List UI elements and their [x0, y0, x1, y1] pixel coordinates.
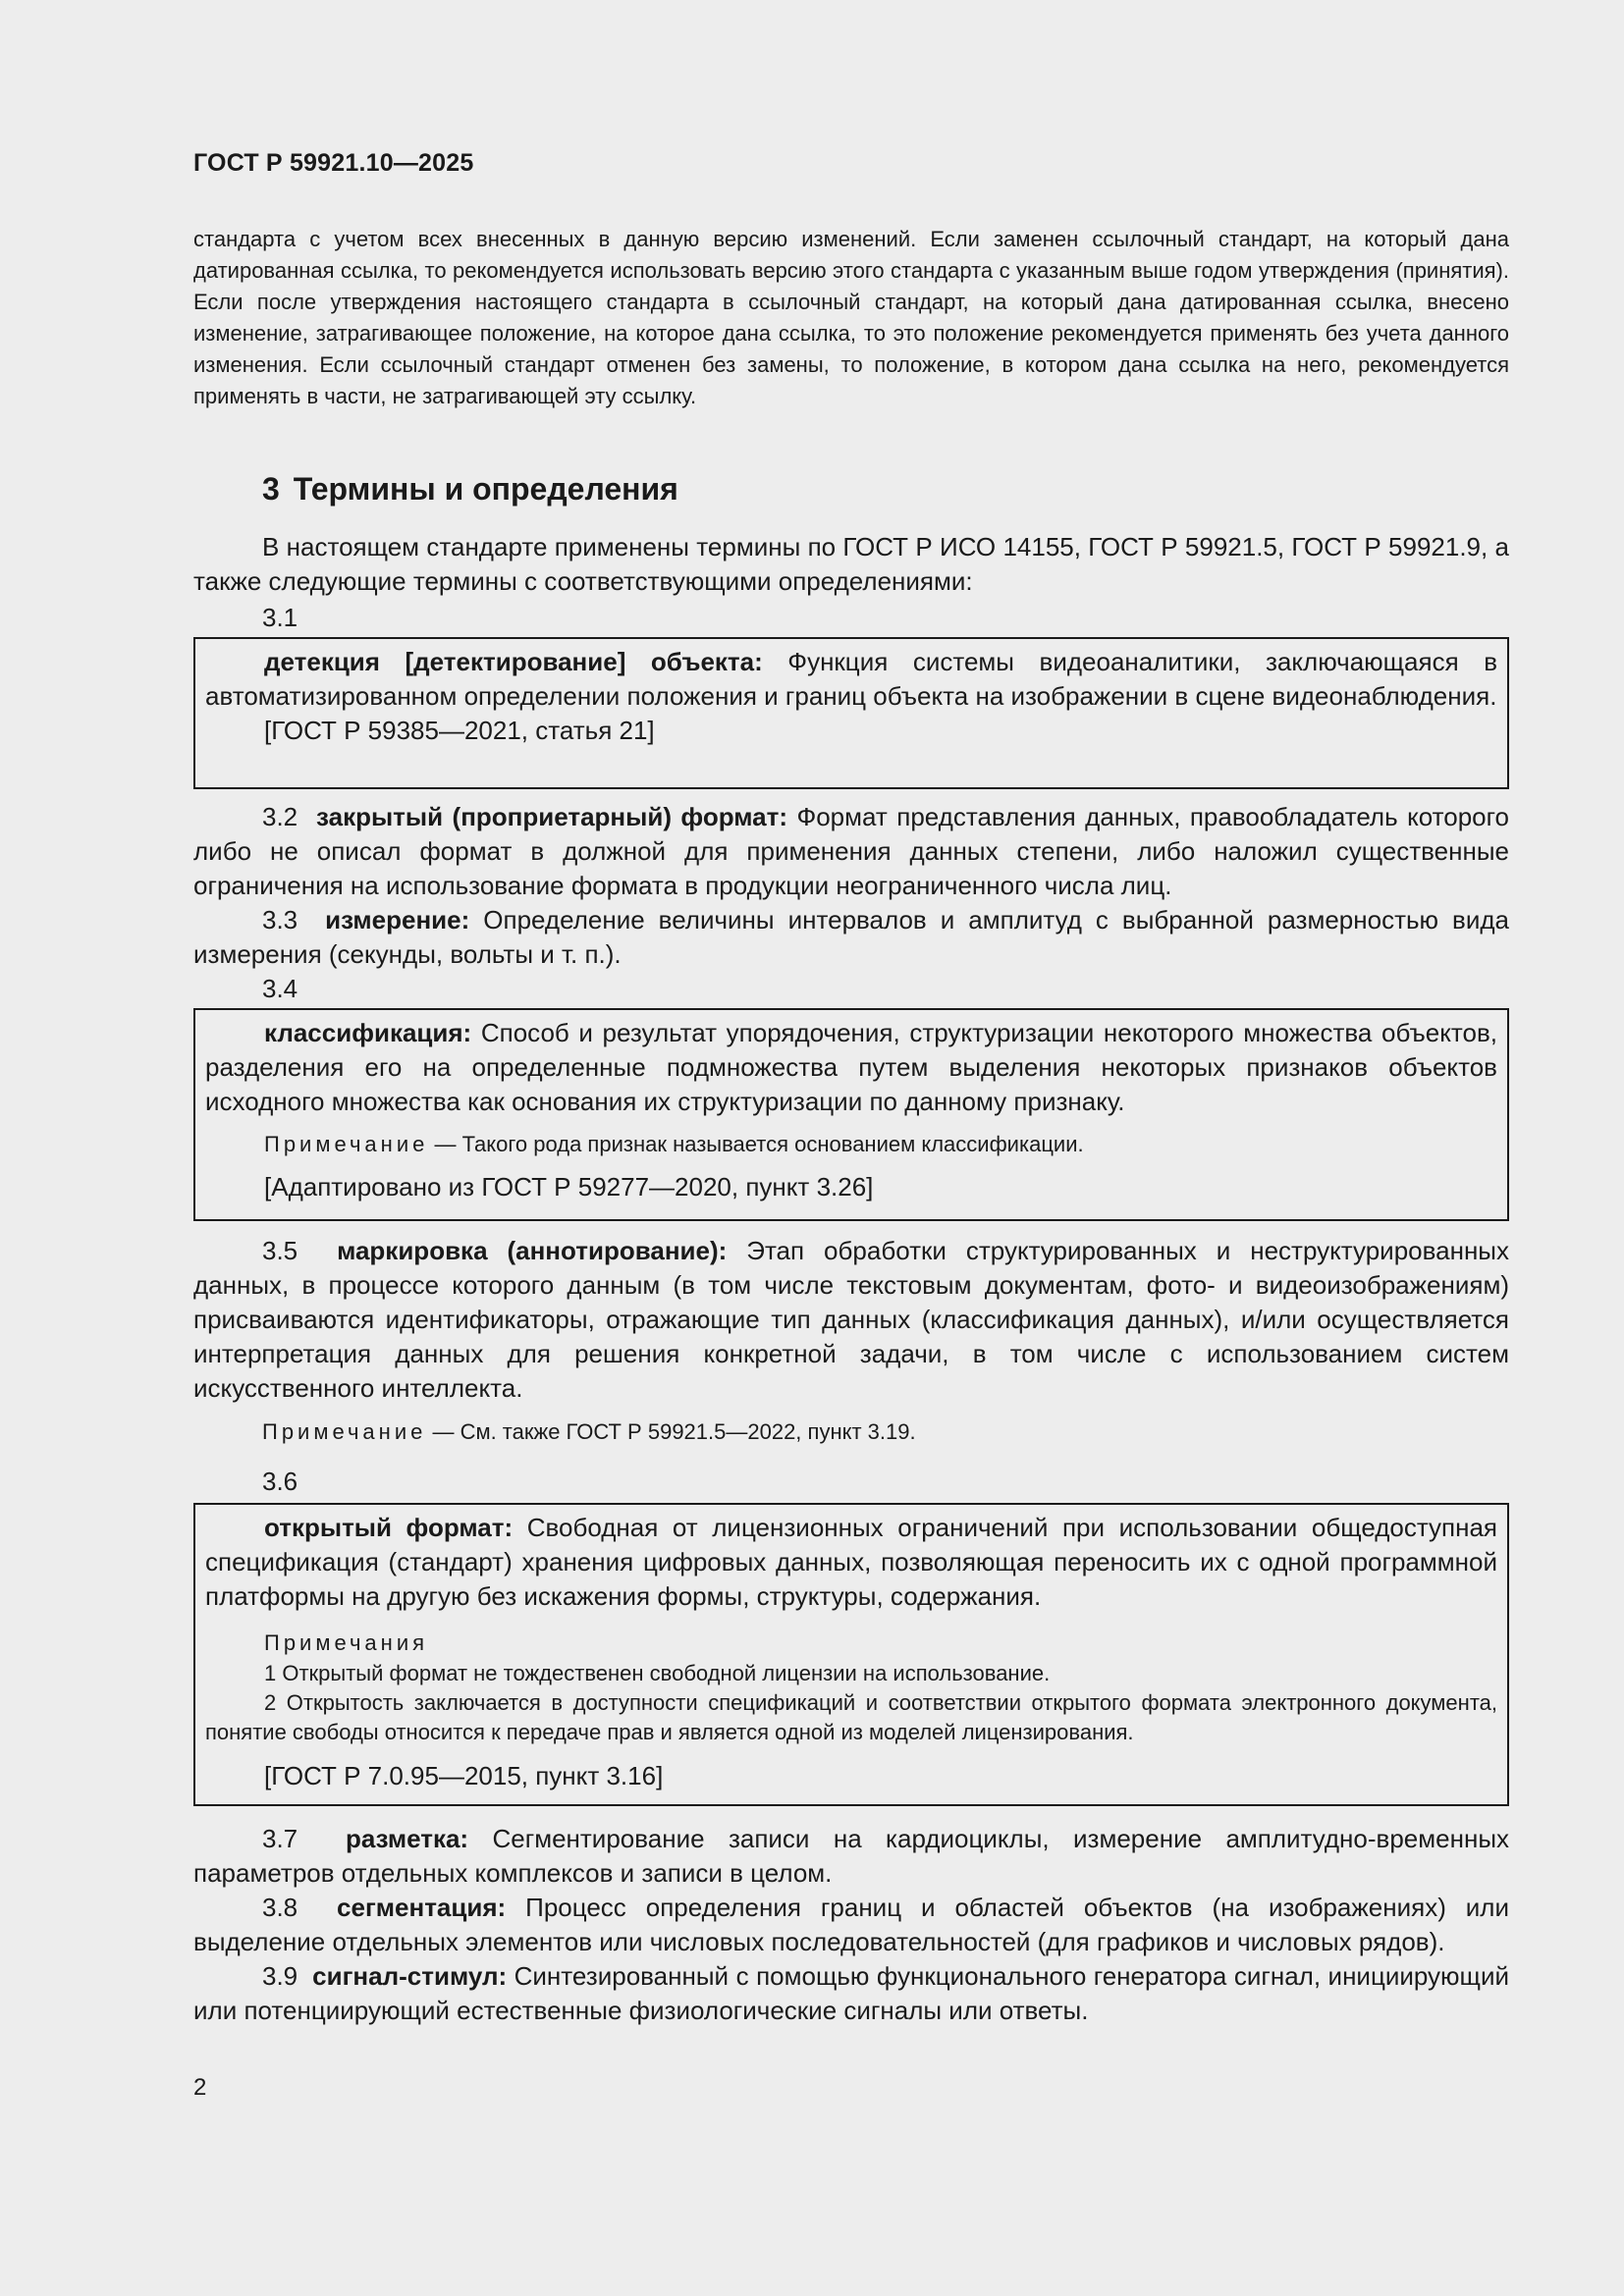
document-header: ГОСТ Р 59921.10—2025: [193, 149, 474, 177]
term-number-3-5: 3.5: [262, 1236, 298, 1265]
term-box-3-1: [193, 637, 1509, 789]
notes-label-3-6: Примечания: [264, 1630, 429, 1655]
term-name-3-4: классификация:: [264, 1018, 472, 1047]
term-name-3-9: сигнал-стимул:: [312, 1961, 508, 1991]
term-number-3-1: 3.1: [262, 603, 298, 632]
term-note-3-4: [205, 1129, 1497, 1160]
term-name-3-3: измерение:: [325, 905, 470, 934]
term-text-3-3: Определение величины интервалов и амплитуд с выбранной размерностью вида измерения (секунды, вольты и т. п.).: [193, 905, 1509, 969]
section-title-text: Термины и определения: [293, 471, 678, 507]
section-title: [262, 471, 678, 507]
term-definition-3-7: [193, 1822, 1509, 1891]
term-definition-3-2: [193, 800, 1509, 903]
term-number-3-3: 3.3: [262, 905, 298, 934]
note-label-3-4: Примечание: [264, 1132, 429, 1156]
term-text-3-5: Этап обработки структурированных и неструктурированных данных, в процессе которого данным (в том числе текстовым документам, фото- и видеоизображениям) присваиваются идентификаторы, отражающие тип данных (классификация данных), и/или осуществляется интерпретация данных для решения конкретной задачи, в том числе с использованием систем искусственного интеллекта.: [193, 1236, 1509, 1403]
term-number-3-8: 3.8: [262, 1893, 298, 1922]
term-source-3-1: [ГОСТ Р 59385—2021, статья 21]: [264, 716, 655, 745]
term-definition-3-8: [193, 1891, 1509, 1959]
term-name-3-8: сегментация:: [337, 1893, 507, 1922]
section-intro: В настоящем стандарте применены термины по ГОСТ Р ИСО 14155, ГОСТ Р 59921.5, ГОСТ Р 59921.9, а также следующие термины с соответствующими определениями:: [193, 532, 1509, 596]
term-text-3-2: Формат представления данных, правообладатель которого либо не описал формат в должной для применения данных степени, либо наложил существенные ограничения на использование формата в продукции неограниченного числа лиц.: [193, 802, 1510, 900]
term-source-3-6: [ГОСТ Р 7.0.95—2015, пункт 3.16]: [264, 1761, 664, 1790]
term-number-3-4: 3.4: [262, 974, 298, 1003]
term-note-3-5: [193, 1416, 1578, 1448]
term-name-3-1: детекция [детектирование] объекта:: [264, 647, 763, 676]
term-number-3-2: 3.2: [262, 802, 298, 831]
term-number-3-7: 3.7: [262, 1824, 298, 1853]
note-text-3-5: — См. также ГОСТ Р 59921.5—2022, пункт 3.19.: [426, 1419, 916, 1444]
term-text-3-1: Функция системы видеоаналитики, заключающаяся в автоматизированном определении положения и границ объекта на изображении в сцене видеонаблюдения.: [205, 647, 1498, 711]
term-definition-3-4: [205, 1016, 1497, 1119]
intro-paragraph: стандарта с учетом всех внесенных в данную версию изменений. Если заменен ссылочный стандарт, на который дана датированная ссылка, то рекомендуется использовать версию этого стандарта с указанным выше годом утверждения (принятия). Если после утверждения настоящего стандарта в ссылочный стандарт, на который дана датированная ссылка, внесено изменение, затрагивающее положение, на которое дана ссылка, то это положение рекомендуется применять без учета данного изменения. Если ссылочный стандарт отменен без замены, то положение, в котором дана ссылка на него, рекомендуется применять в части, не затрагивающей эту ссылку.: [193, 227, 1509, 408]
term-source-3-4: [Адаптировано из ГОСТ Р 59277—2020, пункт 3.26]: [264, 1172, 874, 1201]
term-name-3-6: открытый формат:: [264, 1513, 514, 1542]
term-box-3-6: [193, 1503, 1509, 1806]
term-number-3-6: 3.6: [262, 1467, 298, 1496]
term-text-3-8: Процесс определения границ и областей объектов (на изображениях) или выделение отдельных элементов или числовых последовательностей (для графиков и числовых рядов).: [193, 1893, 1510, 1956]
term-note1-3-6: 1 Открытый формат не тождественен свободной лицензии на использование.: [264, 1661, 1051, 1685]
term-text-3-4: Способ и результат упорядочения, структуризации некоторого множества объектов, разделения его на определенные подмножества путем выделения некоторых признаков объектов исходного множества как основания их структуризации по данному признаку.: [205, 1018, 1497, 1116]
term-text-3-9: Синтезированный с помощью функционального генератора сигнал, инициирующий или потенциирующий естественные физиологические сигналы или ответы.: [193, 1961, 1509, 2025]
term-definition-3-1: [205, 645, 1497, 714]
note-text-3-4: — Такого рода признак называется основанием классификации.: [428, 1132, 1084, 1156]
term-note2-3-6: 2 Открытость заключается в доступности спецификаций и соответствии открытого формата электронного документа, понятие свободы относится к передаче прав и является одной из моделей лицензирования.: [205, 1690, 1497, 1744]
term-name-3-7: разметка:: [345, 1824, 469, 1853]
term-definition-3-3: [193, 903, 1509, 972]
term-definition-3-6: [205, 1511, 1497, 1614]
term-text-3-6: Свободная от лицензионных ограничений при использовании общедоступная спецификация (стандарт) хранения цифровых данных, позволяющая переносить их с одной программной платформы на другую без искажения формы, структуры, содержания.: [205, 1513, 1498, 1611]
term-name-3-5: маркировка (аннотирование):: [337, 1236, 728, 1265]
note-label-3-5: Примечание: [262, 1419, 427, 1444]
page-number: 2: [193, 2074, 207, 2101]
section-number: 3: [262, 471, 280, 507]
term-number-3-9: 3.9: [262, 1961, 298, 1991]
term-text-3-7: Сегментирование записи на кардиоциклы, измерение амплитудно-временных параметров отдельных комплексов и записи в целом.: [193, 1824, 1510, 1888]
term-name-3-2: закрытый (проприетарный) формат:: [316, 802, 787, 831]
term-box-3-4: [193, 1008, 1509, 1221]
term-definition-3-5: [193, 1234, 1509, 1406]
term-notes-label-3-6: [205, 1628, 1497, 1659]
term-definition-3-9: [193, 1959, 1509, 2028]
